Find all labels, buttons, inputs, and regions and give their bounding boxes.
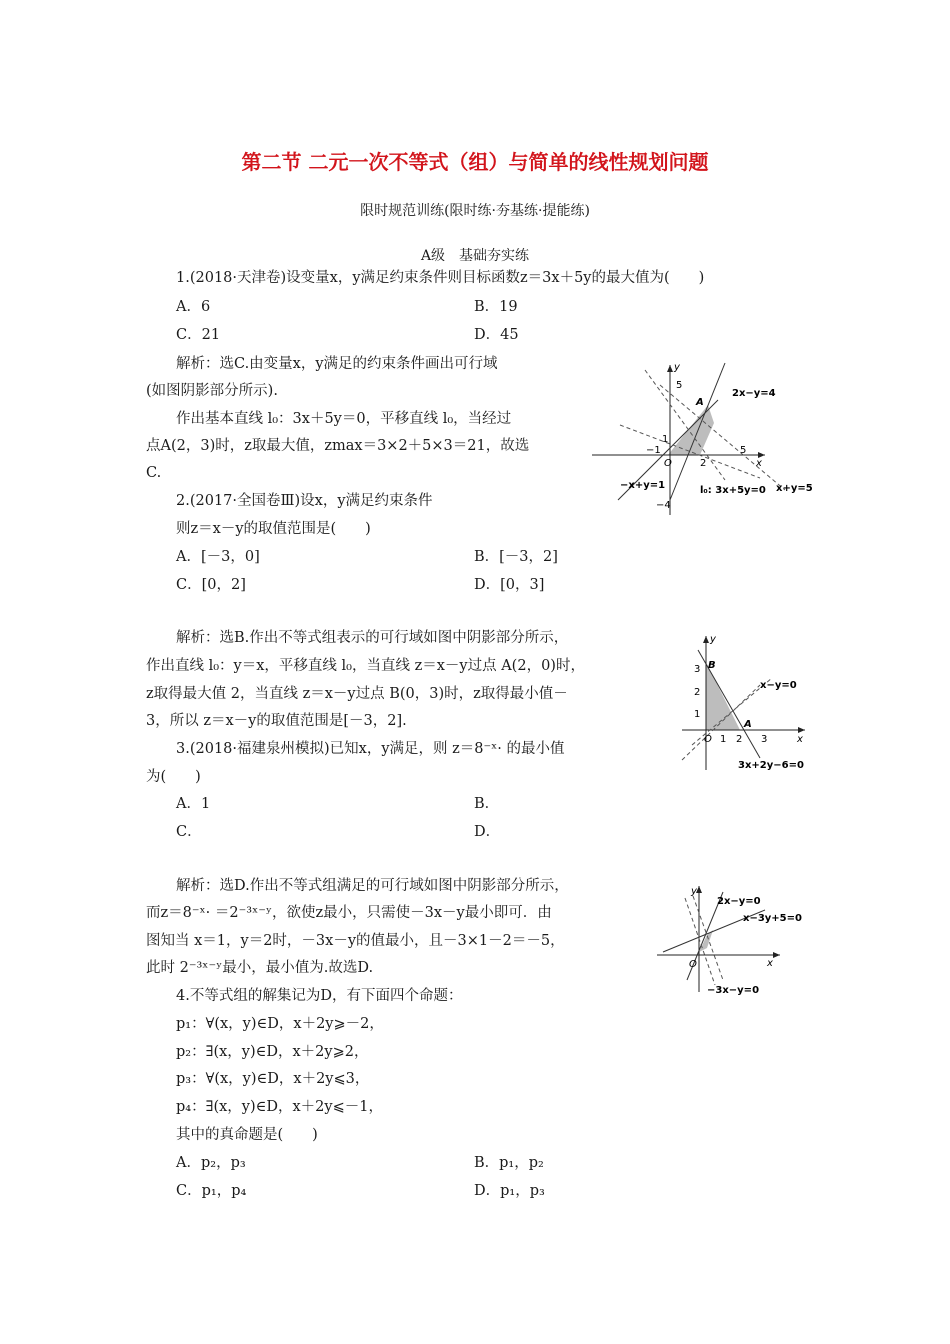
q1-solution-line: 作出基本直线 l₀：3x＋5y＝0，平移直线 l₀，当经过 bbox=[176, 411, 512, 427]
fig-label: x bbox=[797, 734, 803, 745]
q3-stem: 3.(2018·福建泉州模拟)已知x，y满足，则 z＝8⁻ˣ· 的最小值 bbox=[176, 741, 565, 757]
q3-option-b: B． bbox=[474, 796, 500, 812]
fig-label: 1 bbox=[720, 734, 727, 745]
q3-solution-line: 而z＝8⁻ˣ· ＝2⁻³ˣ⁻ʸ，欲使z最小，只需使－3x－y最小即可．由 bbox=[146, 905, 552, 921]
fig-label: 2 bbox=[736, 734, 743, 745]
q2-solution-line: z取得最大值 2，当直线 z＝x－y过点 B(0，3)时，z取得最小值－ bbox=[146, 686, 568, 702]
fig-label: 5 bbox=[676, 380, 683, 391]
q1-option-a: A．6 bbox=[176, 299, 211, 315]
fig-label: 2 bbox=[694, 687, 701, 698]
fig-label: A bbox=[696, 397, 704, 408]
fig-label: y bbox=[710, 634, 716, 645]
fig-label: B bbox=[708, 660, 716, 671]
q2-figure bbox=[680, 630, 820, 775]
q2-option-d: D．[0，3] bbox=[474, 577, 545, 593]
fig-label: A bbox=[744, 719, 752, 730]
fig-label: x bbox=[767, 958, 773, 969]
q1-solution-line: 点A(2，3)时，z取最大值，zmax＝3×2＋5×3＝21，故选 bbox=[146, 438, 530, 454]
level-heading: A级 基础夯实练 bbox=[420, 248, 530, 264]
q3-figure bbox=[655, 880, 815, 1000]
page-title: 第二节 二元一次不等式（组）与简单的线性规划问题 bbox=[241, 150, 709, 174]
fig-label: O bbox=[689, 959, 697, 970]
fig-label: 3 bbox=[761, 734, 768, 745]
fig-label: O bbox=[664, 458, 672, 469]
q2-stem: 则z＝x－y的取值范围是( ) bbox=[176, 521, 371, 537]
fig-label: 2x−y=0 bbox=[717, 896, 761, 907]
q2-stem: 2.(2017·全国卷Ⅲ)设x，y满足约束条件 bbox=[176, 493, 433, 509]
q1-solution-line: (如图阴影部分所示). bbox=[146, 383, 278, 399]
fig-label: −x+y=1 bbox=[620, 480, 666, 491]
q2-option-a: A．[－3，0] bbox=[176, 549, 260, 565]
q4-proposition: p₃：∀(x，y)∈D，x＋2y⩽3， bbox=[176, 1071, 370, 1087]
q4-proposition: p₂：∃(x，y)∈D，x＋2y⩾2， bbox=[176, 1044, 369, 1060]
q3-solution-line: 图知当 x＝1，y＝2时，－3x－y的值最小，且－3×1－2＝－5， bbox=[146, 933, 565, 949]
fig-label: y bbox=[674, 362, 680, 373]
q4-option-c: C．p₁，p₄ bbox=[176, 1183, 247, 1199]
q3-solution-line: 此时 2⁻³ˣ⁻ʸ最小，最小值为.故选D. bbox=[146, 960, 374, 976]
q1-solution-line: 解析：选C.由变量x，y满足的约束条件画出可行域 bbox=[176, 356, 498, 372]
q1-option-d: D．45 bbox=[474, 327, 519, 343]
line-x-y-5 bbox=[660, 385, 785, 490]
q3-option-a: A．1 bbox=[176, 796, 211, 812]
fig-label: l₀: 3x+5y=0 bbox=[700, 485, 766, 496]
q3-stem: 为( ) bbox=[146, 769, 201, 785]
q2-option-c: C．[0，2] bbox=[176, 577, 246, 593]
fig-label: −4 bbox=[656, 500, 671, 511]
fig-label: 3 bbox=[694, 664, 701, 675]
fig-label: 3x+2y−6=0 bbox=[738, 760, 804, 771]
fig-label: y bbox=[691, 886, 697, 897]
q4-stem: 4.不等式组的解集记为D，有下面四个命题： bbox=[176, 988, 463, 1004]
q1-stem: 1.(2018·天津卷)设变量x，y满足约束条件则目标函数z＝3x＋5y的最大值为( ) bbox=[176, 270, 705, 286]
fig-label: 5 bbox=[740, 445, 747, 456]
q4-option-b: B．p₁，p₂ bbox=[474, 1155, 544, 1171]
fig-label: −1 bbox=[646, 445, 661, 456]
q4-option-a: A．p₂，p₃ bbox=[176, 1155, 246, 1171]
q3-solution-line: 解析：选D.作出不等式组满足的可行域如图中阴影部分所示， bbox=[176, 878, 569, 894]
q4-proposition: p₁：∀(x，y)∈D，x＋2y⩾－2， bbox=[176, 1016, 384, 1032]
fig-label: −3x−y=0 bbox=[707, 985, 760, 996]
q1-figure bbox=[590, 360, 815, 520]
q2-solution-line: 作出直线 l₀：y＝x，平移直线 l₀，当直线 z＝x－y过点 A(2，0)时， bbox=[146, 658, 585, 674]
fig-label: 2x−y=4 bbox=[732, 388, 776, 399]
fig-label: 1 bbox=[662, 434, 669, 445]
fig-label: 2 bbox=[700, 458, 707, 469]
q2-solution-line: 解析：选B.作出不等式组表示的可行域如图中阴影部分所示， bbox=[176, 630, 569, 646]
fig-label: x+y=5 bbox=[776, 483, 813, 494]
q3-option-d: D． bbox=[474, 824, 501, 840]
q1-option-c: C．21 bbox=[176, 327, 221, 343]
q1-option-b: B．19 bbox=[474, 299, 518, 315]
q2-option-b: B．[－3，2] bbox=[474, 549, 558, 565]
fig-label: x−3y+5=0 bbox=[743, 913, 802, 924]
fig-label: 1 bbox=[694, 709, 701, 720]
fig-label: O bbox=[704, 734, 712, 745]
q4-ask: 其中的真命题是( ) bbox=[176, 1127, 318, 1143]
q1-solution-line: C. bbox=[146, 465, 162, 481]
fig-label: x−y=0 bbox=[760, 680, 797, 691]
q2-solution-line: 3，所以 z＝x－y的取值范围是[－3，2]. bbox=[146, 713, 407, 729]
subtitle: 限时规范训练(限时练·夯基练·提能练) bbox=[360, 203, 590, 219]
q3-option-c: C． bbox=[176, 824, 202, 840]
fig-label: x bbox=[756, 458, 762, 469]
q4-option-d: D．p₁，p₃ bbox=[474, 1183, 545, 1199]
q4-proposition: p₄：∃(x，y)∈D，x＋2y⩽－1， bbox=[176, 1099, 383, 1115]
